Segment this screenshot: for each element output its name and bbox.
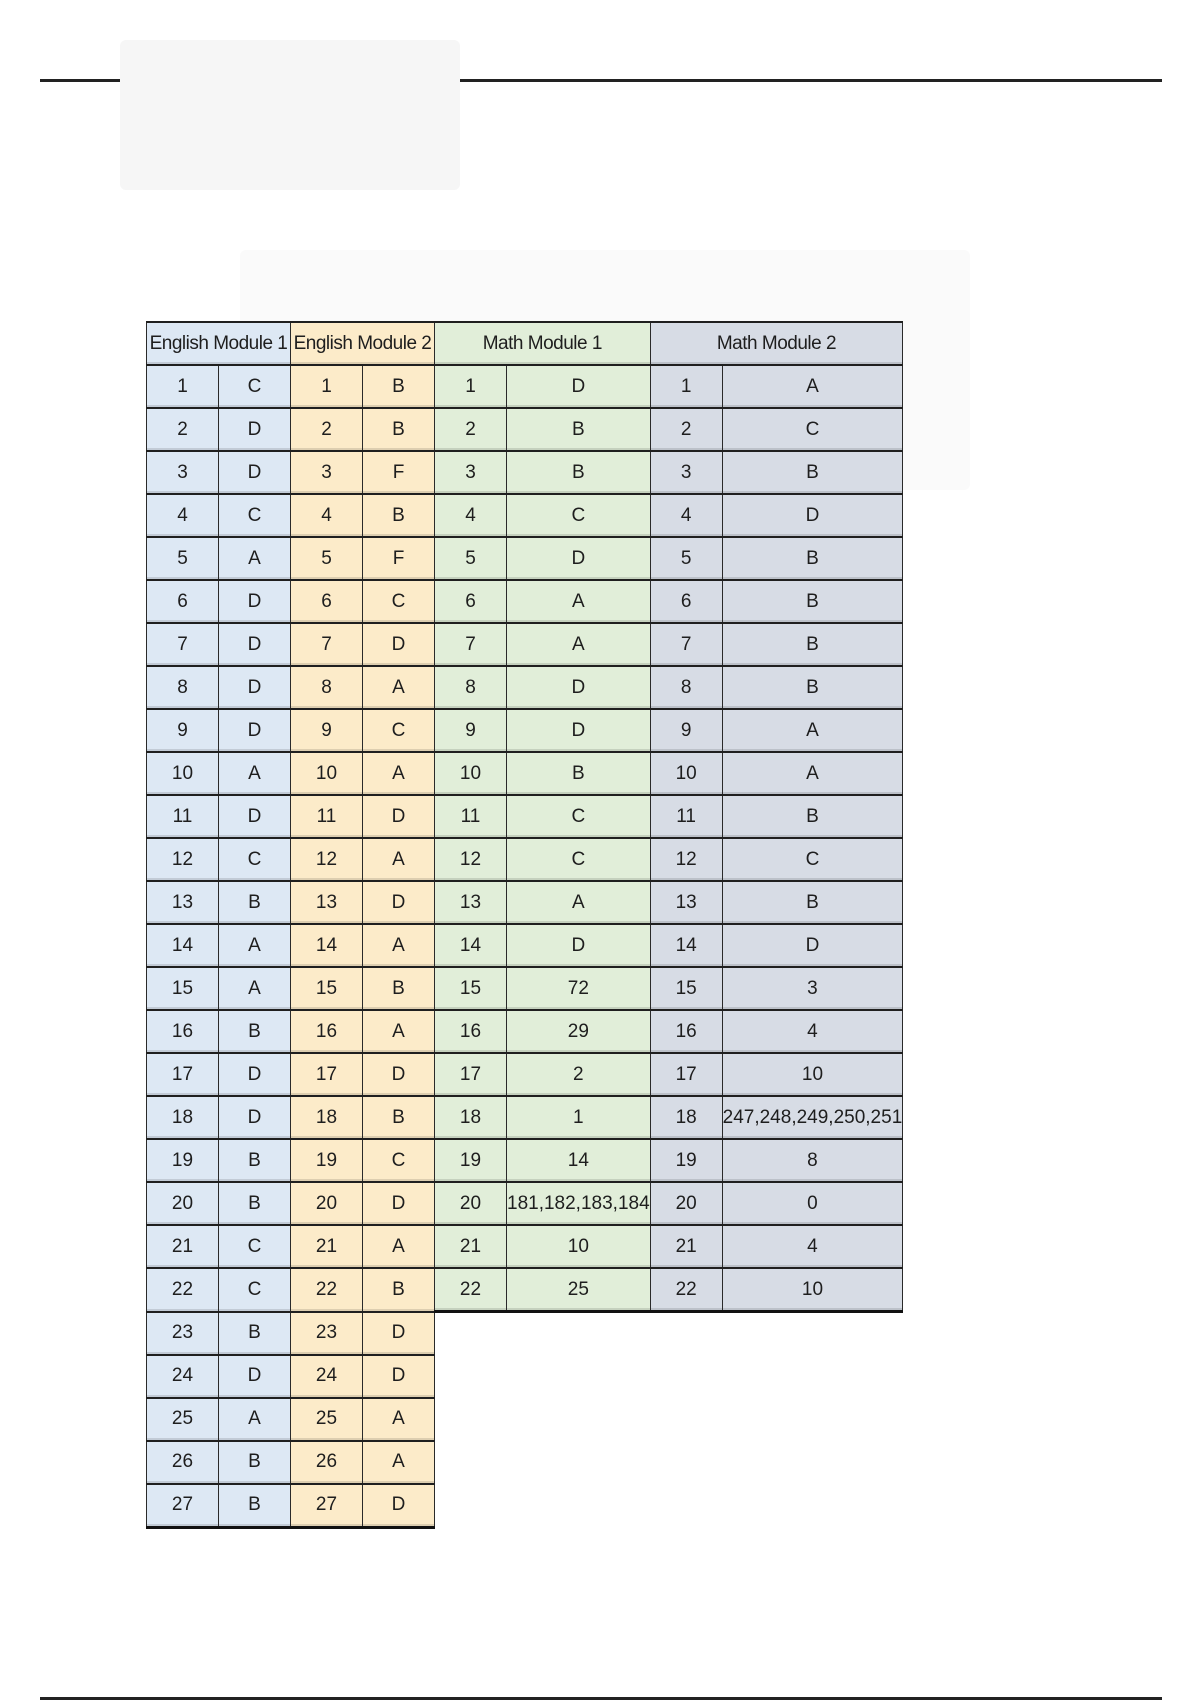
- english-1-answer: D: [219, 623, 291, 666]
- english-2-answer: F: [363, 451, 435, 494]
- english-1-answer: B: [219, 1139, 291, 1182]
- table-row: [147, 494, 903, 537]
- math-1-answer: 72: [507, 967, 651, 1010]
- header-english-module-2: English Module 2: [291, 322, 435, 365]
- math-1-answer: 1: [507, 1096, 651, 1139]
- table-row: [147, 666, 903, 709]
- math-1-question-number: 13: [435, 881, 507, 924]
- english-2-question-number: 27: [291, 1484, 363, 1528]
- english-2-question-number: 6: [291, 580, 363, 623]
- english-2-question-number: 8: [291, 666, 363, 709]
- english-2-question-number: 3: [291, 451, 363, 494]
- math-2-answer: C: [722, 838, 903, 881]
- table-row: [147, 752, 903, 795]
- english-2-question-number: 10: [291, 752, 363, 795]
- english-1-question-number: 17: [147, 1053, 219, 1096]
- english-2-answer: D: [363, 1312, 435, 1355]
- empty-cell: [650, 1484, 903, 1528]
- english-1-answer: A: [219, 752, 291, 795]
- math-1-answer: C: [507, 838, 651, 881]
- math-2-question-number: 3: [650, 451, 722, 494]
- english-1-question-number: 11: [147, 795, 219, 838]
- table-row: [147, 1182, 903, 1225]
- table-row: [147, 709, 903, 752]
- empty-cell: [435, 1355, 651, 1398]
- english-1-question-number: 14: [147, 924, 219, 967]
- english-1-answer: B: [219, 1484, 291, 1528]
- english-1-answer: B: [219, 1010, 291, 1053]
- table-row: [147, 881, 903, 924]
- english-1-answer: A: [219, 967, 291, 1010]
- english-1-answer: C: [219, 1268, 291, 1312]
- math-2-answer: C: [722, 408, 903, 451]
- math-1-answer: A: [507, 881, 651, 924]
- english-2-answer: D: [363, 1182, 435, 1225]
- english-1-question-number: 7: [147, 623, 219, 666]
- english-1-answer: A: [219, 537, 291, 580]
- table-row: [147, 1441, 903, 1484]
- english-1-answer: D: [219, 795, 291, 838]
- math-2-answer: 0: [722, 1182, 903, 1225]
- english-2-answer: B: [363, 494, 435, 537]
- math-2-answer: B: [722, 537, 903, 580]
- math-1-answer: 181,182,183,184: [507, 1182, 651, 1225]
- english-2-answer: D: [363, 881, 435, 924]
- english-2-question-number: 5: [291, 537, 363, 580]
- english-2-answer: C: [363, 1139, 435, 1182]
- english-1-question-number: 8: [147, 666, 219, 709]
- math-2-question-number: 9: [650, 709, 722, 752]
- math-2-question-number: 20: [650, 1182, 722, 1225]
- table-row: [147, 580, 903, 623]
- math-1-question-number: 15: [435, 967, 507, 1010]
- english-1-answer: D: [219, 666, 291, 709]
- english-2-question-number: 16: [291, 1010, 363, 1053]
- table-row: [147, 451, 903, 494]
- english-2-question-number: 11: [291, 795, 363, 838]
- table-row: [147, 924, 903, 967]
- math-1-answer: D: [507, 924, 651, 967]
- math-2-question-number: 11: [650, 795, 722, 838]
- empty-cell: [435, 1484, 651, 1528]
- math-1-question-number: 20: [435, 1182, 507, 1225]
- english-2-answer: D: [363, 795, 435, 838]
- english-1-answer: D: [219, 1053, 291, 1096]
- english-2-question-number: 17: [291, 1053, 363, 1096]
- math-2-question-number: 8: [650, 666, 722, 709]
- math-1-answer: B: [507, 451, 651, 494]
- english-1-question-number: 23: [147, 1312, 219, 1355]
- english-2-answer: A: [363, 924, 435, 967]
- math-2-question-number: 7: [650, 623, 722, 666]
- english-1-answer: D: [219, 1355, 291, 1398]
- english-1-answer: B: [219, 1182, 291, 1225]
- math-2-answer: 10: [722, 1268, 903, 1312]
- math-2-question-number: 10: [650, 752, 722, 795]
- empty-cell: [650, 1312, 903, 1355]
- math-1-answer: D: [507, 666, 651, 709]
- empty-cell: [435, 1398, 651, 1441]
- header-english-module-1: English Module 1: [147, 322, 291, 365]
- math-1-question-number: 2: [435, 408, 507, 451]
- english-2-answer: B: [363, 408, 435, 451]
- math-2-answer: B: [722, 795, 903, 838]
- english-2-question-number: 22: [291, 1268, 363, 1312]
- table-row: [147, 967, 903, 1010]
- english-1-answer: D: [219, 451, 291, 494]
- english-2-answer: D: [363, 1355, 435, 1398]
- english-2-answer: B: [363, 967, 435, 1010]
- math-2-question-number: 16: [650, 1010, 722, 1053]
- english-1-question-number: 5: [147, 537, 219, 580]
- math-1-question-number: 12: [435, 838, 507, 881]
- table-row: [147, 1398, 903, 1441]
- english-2-answer: A: [363, 752, 435, 795]
- math-2-question-number: 17: [650, 1053, 722, 1096]
- header-math-module-2: Math Module 2: [650, 322, 903, 365]
- math-2-answer: A: [722, 752, 903, 795]
- math-2-answer: B: [722, 580, 903, 623]
- english-1-question-number: 3: [147, 451, 219, 494]
- math-2-question-number: 4: [650, 494, 722, 537]
- english-2-answer: A: [363, 666, 435, 709]
- math-2-answer: A: [722, 709, 903, 752]
- english-1-answer: B: [219, 1312, 291, 1355]
- english-1-answer: C: [219, 1225, 291, 1268]
- english-1-answer: B: [219, 1441, 291, 1484]
- table-row: [147, 1010, 903, 1053]
- table-row: [147, 1355, 903, 1398]
- table-row: [147, 1268, 903, 1312]
- english-1-question-number: 27: [147, 1484, 219, 1528]
- math-1-question-number: 11: [435, 795, 507, 838]
- math-1-question-number: 18: [435, 1096, 507, 1139]
- english-2-answer: D: [363, 1053, 435, 1096]
- english-2-question-number: 18: [291, 1096, 363, 1139]
- math-2-question-number: 21: [650, 1225, 722, 1268]
- english-1-question-number: 13: [147, 881, 219, 924]
- english-2-question-number: 7: [291, 623, 363, 666]
- math-1-answer: D: [507, 709, 651, 752]
- english-2-question-number: 12: [291, 838, 363, 881]
- english-2-answer: A: [363, 838, 435, 881]
- english-2-answer: A: [363, 1398, 435, 1441]
- table-header-row: [147, 322, 903, 365]
- english-1-answer: B: [219, 881, 291, 924]
- math-2-question-number: 6: [650, 580, 722, 623]
- math-2-question-number: 2: [650, 408, 722, 451]
- math-2-answer: 8: [722, 1139, 903, 1182]
- english-2-question-number: 21: [291, 1225, 363, 1268]
- english-1-question-number: 19: [147, 1139, 219, 1182]
- table-row: [147, 1139, 903, 1182]
- header-math-module-1: Math Module 1: [435, 322, 651, 365]
- math-2-answer: B: [722, 666, 903, 709]
- empty-cell: [435, 1441, 651, 1484]
- english-1-question-number: 10: [147, 752, 219, 795]
- math-1-question-number: 9: [435, 709, 507, 752]
- table-row: [147, 1053, 903, 1096]
- english-1-question-number: 22: [147, 1268, 219, 1312]
- math-2-question-number: 15: [650, 967, 722, 1010]
- table-row: [147, 1312, 903, 1355]
- english-2-question-number: 15: [291, 967, 363, 1010]
- english-2-question-number: 26: [291, 1441, 363, 1484]
- english-2-question-number: 13: [291, 881, 363, 924]
- english-1-question-number: 25: [147, 1398, 219, 1441]
- math-2-answer: 3: [722, 967, 903, 1010]
- math-1-answer: C: [507, 795, 651, 838]
- math-1-question-number: 7: [435, 623, 507, 666]
- math-2-question-number: 18: [650, 1096, 722, 1139]
- math-1-answer: A: [507, 623, 651, 666]
- english-2-question-number: 14: [291, 924, 363, 967]
- english-1-question-number: 15: [147, 967, 219, 1010]
- math-2-answer: D: [722, 924, 903, 967]
- english-2-question-number: 23: [291, 1312, 363, 1355]
- math-1-answer: B: [507, 408, 651, 451]
- math-2-answer: B: [722, 881, 903, 924]
- english-2-question-number: 1: [291, 365, 363, 408]
- empty-cell: [650, 1398, 903, 1441]
- english-1-answer: D: [219, 408, 291, 451]
- math-1-answer: A: [507, 580, 651, 623]
- english-2-answer: A: [363, 1225, 435, 1268]
- table-row: [147, 623, 903, 666]
- english-1-question-number: 26: [147, 1441, 219, 1484]
- answer-key-table: [146, 321, 903, 1529]
- math-2-question-number: 12: [650, 838, 722, 881]
- math-1-answer: 25: [507, 1268, 651, 1312]
- table-row: [147, 1096, 903, 1139]
- math-1-answer: 10: [507, 1225, 651, 1268]
- math-2-answer: 10: [722, 1053, 903, 1096]
- math-1-question-number: 8: [435, 666, 507, 709]
- math-1-answer: C: [507, 494, 651, 537]
- faded-background-text: [120, 40, 460, 190]
- math-1-question-number: 21: [435, 1225, 507, 1268]
- math-2-answer: B: [722, 623, 903, 666]
- math-1-question-number: 22: [435, 1268, 507, 1312]
- table-row: [147, 1484, 903, 1528]
- english-1-answer: D: [219, 1096, 291, 1139]
- english-2-answer: D: [363, 623, 435, 666]
- math-1-answer: 2: [507, 1053, 651, 1096]
- english-2-answer: D: [363, 1484, 435, 1528]
- english-1-question-number: 9: [147, 709, 219, 752]
- math-2-question-number: 1: [650, 365, 722, 408]
- english-1-question-number: 18: [147, 1096, 219, 1139]
- table-row: [147, 537, 903, 580]
- math-2-question-number: 5: [650, 537, 722, 580]
- math-1-question-number: 10: [435, 752, 507, 795]
- empty-cell: [650, 1355, 903, 1398]
- english-2-question-number: 25: [291, 1398, 363, 1441]
- math-1-question-number: 16: [435, 1010, 507, 1053]
- english-2-answer: C: [363, 709, 435, 752]
- english-2-answer: C: [363, 580, 435, 623]
- english-1-answer: C: [219, 494, 291, 537]
- math-2-question-number: 19: [650, 1139, 722, 1182]
- english-2-answer: A: [363, 1010, 435, 1053]
- math-1-answer: B: [507, 752, 651, 795]
- english-2-question-number: 20: [291, 1182, 363, 1225]
- table-row: [147, 365, 903, 408]
- english-1-question-number: 24: [147, 1355, 219, 1398]
- math-1-answer: 29: [507, 1010, 651, 1053]
- math-1-question-number: 14: [435, 924, 507, 967]
- math-2-answer: 4: [722, 1010, 903, 1053]
- math-1-question-number: 3: [435, 451, 507, 494]
- math-2-question-number: 13: [650, 881, 722, 924]
- english-1-answer: D: [219, 709, 291, 752]
- math-1-question-number: 17: [435, 1053, 507, 1096]
- english-2-question-number: 2: [291, 408, 363, 451]
- english-2-question-number: 4: [291, 494, 363, 537]
- math-2-answer: 247,248,249,250,251: [722, 1096, 903, 1139]
- english-2-question-number: 19: [291, 1139, 363, 1182]
- english-2-answer: B: [363, 1096, 435, 1139]
- math-1-question-number: 5: [435, 537, 507, 580]
- english-2-answer: B: [363, 365, 435, 408]
- math-2-answer: 4: [722, 1225, 903, 1268]
- math-1-answer: D: [507, 537, 651, 580]
- table-row: [147, 838, 903, 881]
- english-1-answer: A: [219, 1398, 291, 1441]
- english-2-answer: F: [363, 537, 435, 580]
- math-1-question-number: 6: [435, 580, 507, 623]
- english-2-answer: A: [363, 1441, 435, 1484]
- math-2-answer: A: [722, 365, 903, 408]
- english-1-question-number: 20: [147, 1182, 219, 1225]
- table-row: [147, 795, 903, 838]
- english-2-question-number: 9: [291, 709, 363, 752]
- math-2-answer: B: [722, 451, 903, 494]
- math-1-question-number: 19: [435, 1139, 507, 1182]
- empty-cell: [435, 1312, 651, 1355]
- math-2-answer: D: [722, 494, 903, 537]
- english-1-question-number: 6: [147, 580, 219, 623]
- english-1-answer: C: [219, 365, 291, 408]
- english-1-question-number: 16: [147, 1010, 219, 1053]
- math-1-answer: 14: [507, 1139, 651, 1182]
- english-1-question-number: 2: [147, 408, 219, 451]
- math-1-question-number: 1: [435, 365, 507, 408]
- english-1-question-number: 21: [147, 1225, 219, 1268]
- math-1-answer: D: [507, 365, 651, 408]
- math-2-question-number: 22: [650, 1268, 722, 1312]
- english-1-answer: A: [219, 924, 291, 967]
- empty-cell: [650, 1441, 903, 1484]
- english-1-answer: D: [219, 580, 291, 623]
- english-1-answer: C: [219, 838, 291, 881]
- english-1-question-number: 12: [147, 838, 219, 881]
- table-row: [147, 408, 903, 451]
- table-row: [147, 1225, 903, 1268]
- math-1-question-number: 4: [435, 494, 507, 537]
- english-1-question-number: 4: [147, 494, 219, 537]
- math-2-question-number: 14: [650, 924, 722, 967]
- english-1-question-number: 1: [147, 365, 219, 408]
- english-2-question-number: 24: [291, 1355, 363, 1398]
- english-2-answer: B: [363, 1268, 435, 1312]
